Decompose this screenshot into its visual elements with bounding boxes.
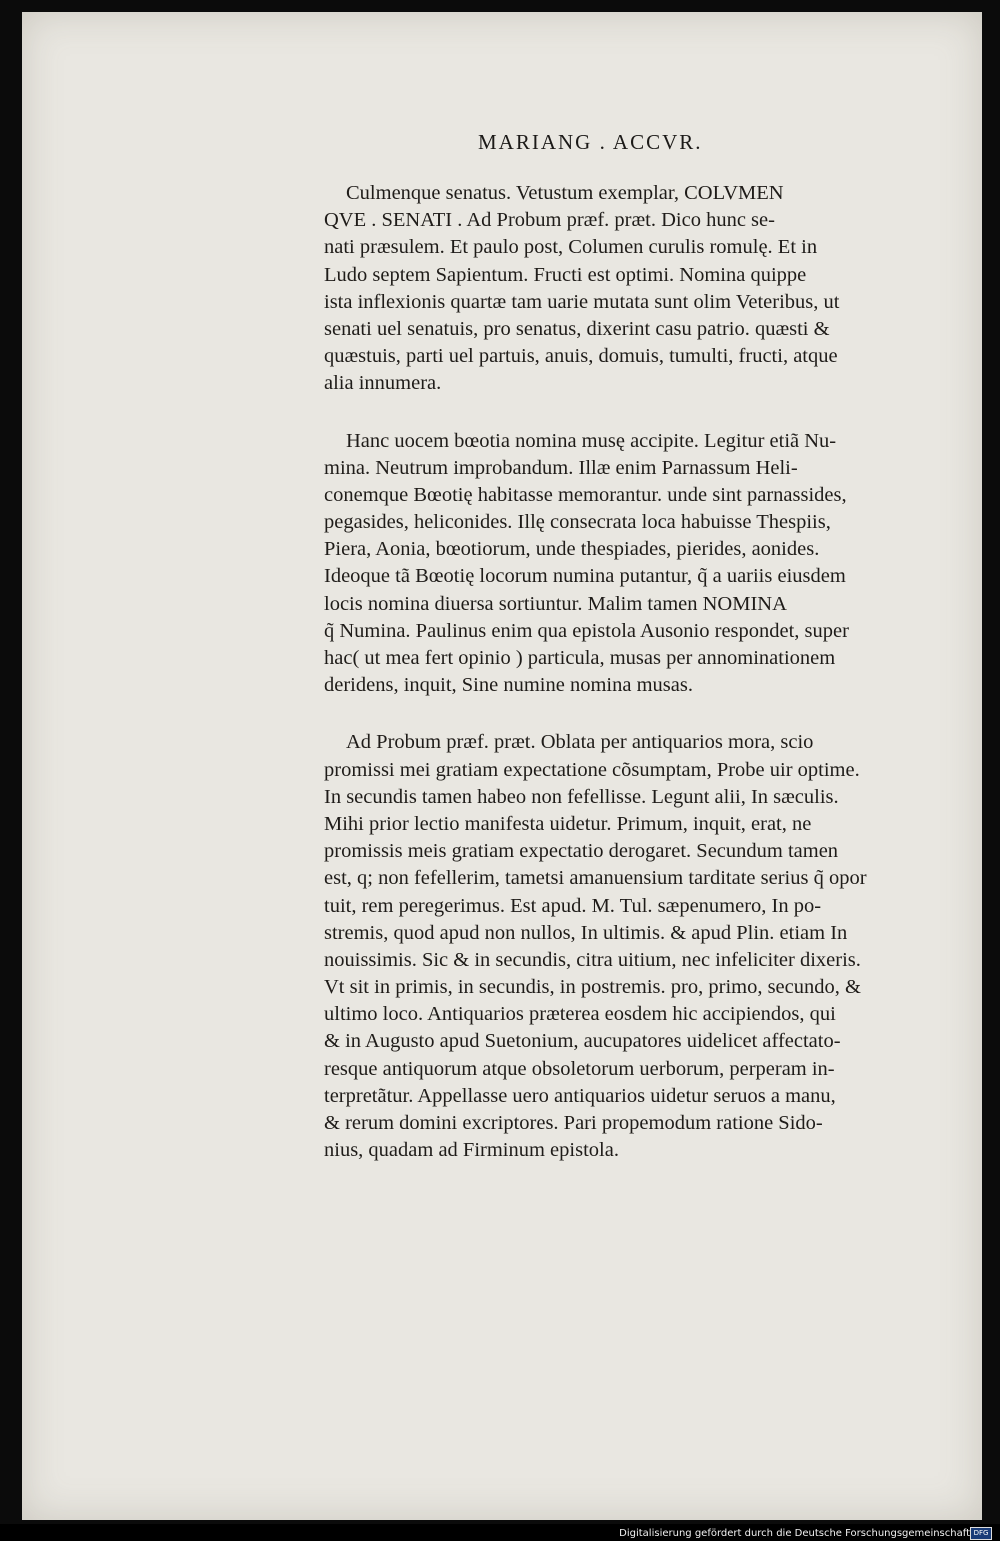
text-line: Piera, Aonia, bœotiorum, unde thespiades, pierides, aonides.: [324, 538, 820, 561]
text-line: q̃ Numina. Paulinus enim qua epistola Ausonio respondet, super: [324, 619, 849, 642]
text-line: Vt sit in primis, in secundis, in postremis. pro, primo, secundo, &: [324, 976, 861, 999]
text-line: alia innumera.: [324, 372, 442, 395]
text-line: promissis meis gratiam expectatio derogaret. Secundum tamen: [324, 840, 839, 863]
text-line: Ludo septem Sapientum. Fructi est optimi. Nomina quippe: [324, 263, 807, 286]
text-line: est, q; non fefellerim, tametsi amanuensium tarditate serius q̃ opor: [324, 867, 867, 890]
text-line: pegasides, heliconides. Illę consecrata loca habuisse Thespiis,: [324, 511, 831, 534]
running-head: MARIANG . ACCVR.: [478, 130, 703, 154]
text-line: Ideoque tã Bœotię locorum numina putantur, q̃ a uariis eiusdem: [324, 565, 846, 588]
text-line: QVE . SENATI . Ad Probum præf. præt. Dico hunc se-: [324, 209, 775, 232]
text-line: locis nomina diuersa sortiuntur. Malim tamen NOMINA: [324, 592, 787, 615]
text-line: In secundis tamen habeo non fefellisse. Legunt alii, In sæculis.: [324, 785, 839, 808]
text-line: Culmenque senatus. Vetustum exemplar, COLVMEN: [346, 182, 784, 204]
footer-credit: Digitalisierung gefördert durch die Deutsche Forschungsgemeinschaft: [619, 1528, 970, 1539]
text-line: Ad Probum præf. præt. Oblata per antiquarios mora, scio: [346, 731, 814, 754]
text-line: deridens, inquit, Sine numine nomina musas.: [324, 674, 693, 697]
text-line: Hanc uocem bœotia nomina musę accipite. Legitur etiã Nu-: [346, 429, 837, 452]
text-line: Mihi prior lectio manifesta uidetur. Primum, inquit, erat, ne: [324, 812, 812, 835]
text-block: [324, 180, 964, 1194]
text-line: hac( ut mea fert opinio ) particula, musas per annominationem: [324, 647, 836, 669]
text-line: nati præsulem. Et paulo post, Columen curulis romulę. Et in: [324, 236, 818, 259]
text-line: quæstuis, parti uel partuis, anuis, domuis, tumulti, fructi, atque: [324, 345, 838, 368]
text-line: tuit, rem peregerimus. Est apud. M. Tul. sæpenumero, In po-: [324, 894, 822, 917]
text-line: ista inflexionis quartæ tam uarie mutata sunt olim Veteribus, ut: [324, 290, 840, 313]
text-line: stremis, quod apud non nullos, In ultimis. & apud Plin. etiam In: [324, 921, 848, 944]
text-line: terpretãtur. Appellasse uero antiquarios uidetur seruos a manu,: [324, 1084, 836, 1107]
text-line: & rerum domini excriptores. Pari propemodum ratione Sido-: [324, 1112, 823, 1134]
text-line: ultimo loco. Antiquarios præterea eosdem hic accipiendos, qui: [324, 1003, 836, 1026]
text-line: senati uel senatuis, pro senatus, dixerint casu patrio. quæsti &: [324, 317, 830, 340]
text-line: conemque Bœotię habitasse memorantur. unde sint parnassides,: [324, 483, 847, 506]
dfg-logo: DFG: [970, 1527, 992, 1540]
paragraph: [324, 180, 964, 398]
paragraph: [324, 428, 964, 700]
paragraph: [324, 729, 964, 1164]
text-line: nouissimis. Sic & in secundis, citra uitium, nec infeliciter dixeris.: [324, 948, 861, 971]
text-line: & in Augusto apud Suetonium, aucupatores uidelicet affectato-: [324, 1030, 841, 1053]
text-line: mina. Neutrum improbandum. Illæ enim Parnassum Heli-: [324, 456, 798, 479]
text-line: resque antiquorum atque obsoletorum uerborum, perperam in-: [324, 1057, 835, 1080]
book-page: [22, 12, 982, 1520]
text-line: promissi mei gratiam expectatione cõsumptam, Probe uir optime.: [324, 758, 860, 781]
text-line: nius, quadam ad Firminum epistola.: [324, 1139, 619, 1162]
